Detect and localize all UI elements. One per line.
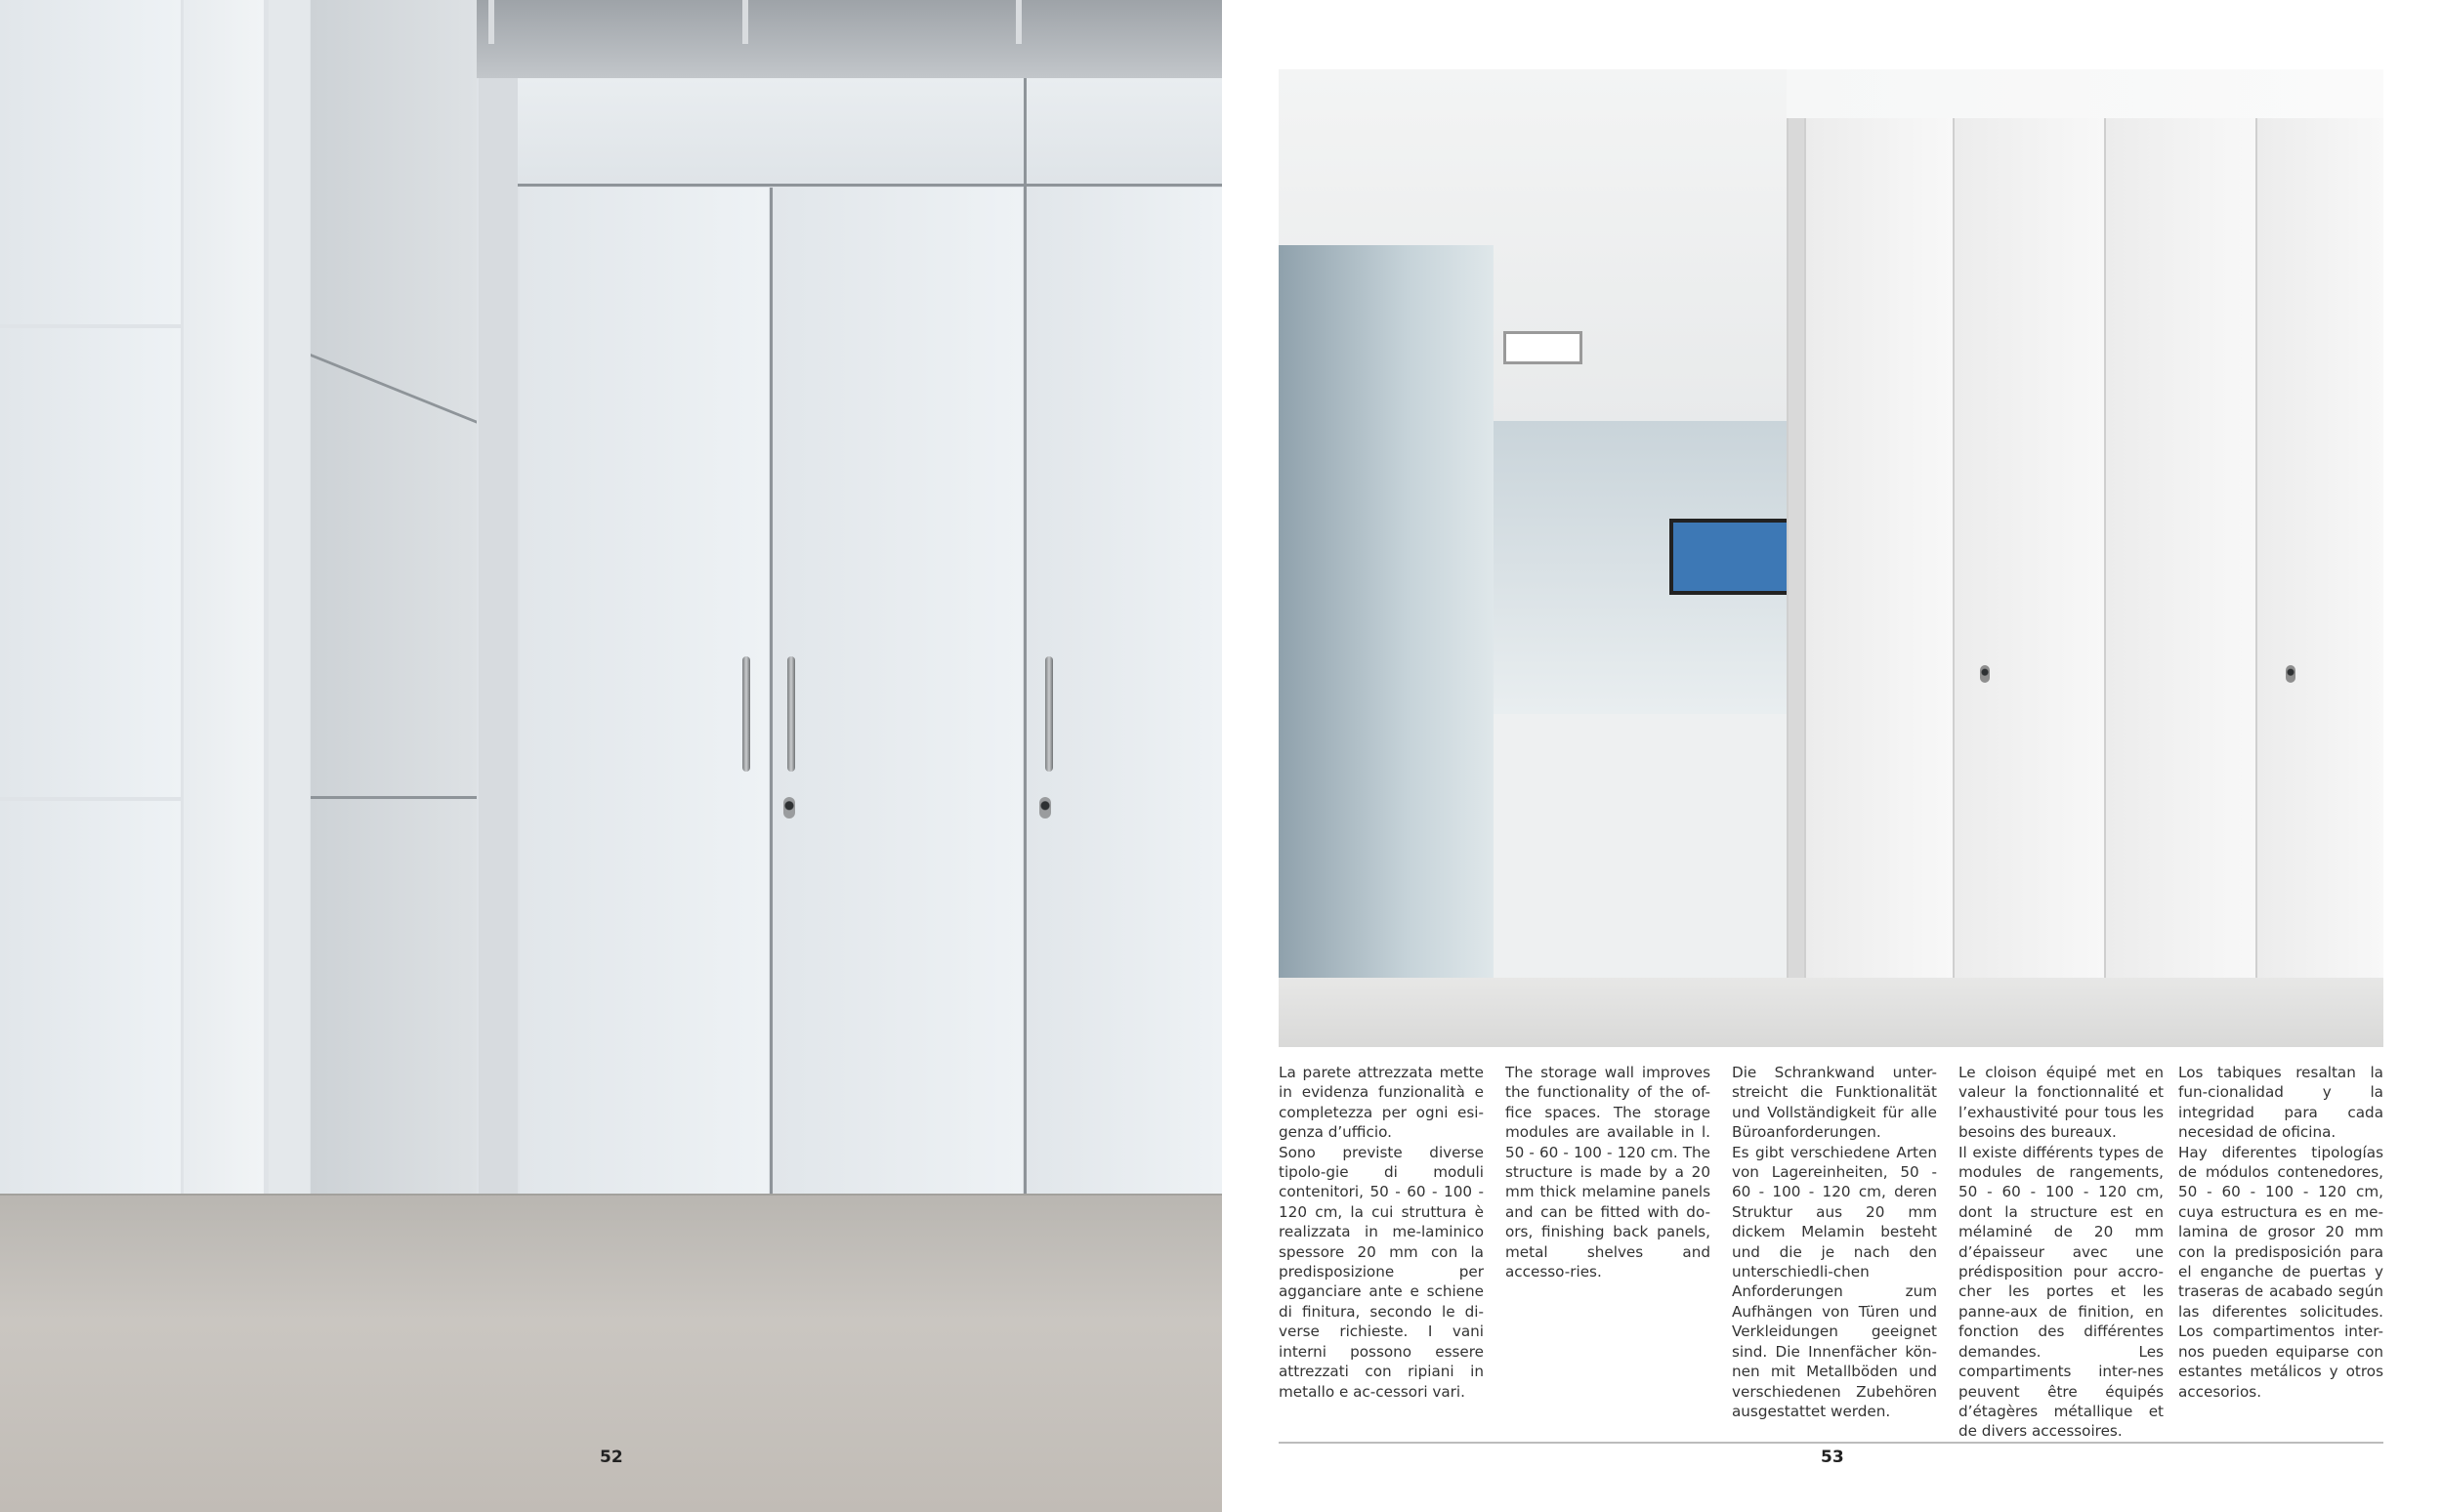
ceiling-rib	[488, 0, 494, 44]
column-italian	[1279, 1063, 1484, 1402]
door-seam	[770, 188, 773, 1194]
storage-door	[2104, 118, 2257, 997]
right-page-photo	[1279, 69, 2383, 1047]
paragraph: Die Schrankwand unter-streicht die Funktionalität und Vollständigkeit für alle Büroanforderungen.	[1732, 1064, 1937, 1142]
cabinet-top-fascia	[518, 78, 1222, 184]
floor	[1279, 978, 2383, 1047]
floor-line	[0, 1194, 1222, 1196]
paragraph: Los tabiques resaltan la fun-cionalidad y la integridad para cada necesidad de oficina.	[2178, 1064, 2383, 1142]
multilingual-text-columns	[1279, 1063, 2383, 1441]
paragraph: Hay diferentes tipologías de módulos contenedores, 50 - 60 - 100 - 120 cm, cuya estructura es en me-lamina de grosor 20 mm con la predisposición para el enganche de puertas y traseras de acabado según las diferentes solicitudes. Los compartimentos inter-nos pueden equiparse con estantes metálicos y otros accesorios.	[2178, 1143, 2383, 1401]
panel-seam	[518, 184, 1222, 187]
storage-door	[1953, 118, 2106, 997]
column-spanish	[2178, 1063, 2383, 1402]
paragraph: La parete attrezzata mette in evidenza funzionalità e completezza per ogni esi-genza d’ufficio.	[1279, 1064, 1484, 1142]
door-handle-icon	[787, 656, 795, 772]
glass-partition	[1279, 245, 1494, 987]
cabinet-door	[774, 188, 1023, 1194]
column-german	[1732, 1063, 1937, 1421]
cabinet-door	[1028, 188, 1222, 1194]
paragraph: The storage wall improves the functionality of the of-fice spaces. The storage modules are available in l. 50 - 60 - 100 - 120 cm. The structure is made by a 20 mm thick melamine panels and can be fitted with do-ors, finishing back panels, metal shelves and accesso-ries.	[1505, 1064, 1710, 1281]
column-english	[1505, 1063, 1710, 1281]
storage-door	[1804, 118, 1955, 997]
ceiling-rib	[742, 0, 748, 44]
side-panel	[269, 0, 310, 1387]
column-french	[1958, 1063, 2164, 1442]
footer-rule	[1279, 1442, 2383, 1444]
paragraph: Sono previste diverse tipolo-gie di moduli contenitori, 50 - 60 - 100 - 120 cm, la cui struttura è realizzata in me-laminico spessore 20 mm con la predisposizione per agganciare ante e schiene di finitura, secondo le di-verse richieste. I vani interni possono essere attrezzati con ripiani in metallo e ac-cessori vari.	[1279, 1143, 1484, 1401]
ceiling-rib	[1016, 0, 1022, 44]
page-number-left: 52	[600, 1448, 623, 1467]
wall-panel	[0, 0, 181, 324]
door-seam	[1024, 78, 1027, 1194]
paragraph: Le cloison équipé met en valeur la fonctionnalité et l’exhaustivité pour tous les besoins des bureaux.	[1958, 1064, 2164, 1142]
lock-icon	[1039, 797, 1051, 819]
paragraph: Il existe différents types de modules de rangements, 50 - 60 - 100 - 120 cm, dont la structure est en mélaminé de 20 mm d’épaisseur avec une prédisposition pour accro-cher les portes et les panne-aux de finition, en fonction des différentes demandes. Les compartiments inter-nes peuvent être équipés d’étagères métallique et de divers accessoires.	[1958, 1143, 2164, 1441]
wall-panel	[0, 328, 181, 797]
paragraph: Es gibt verschiedene Arten von Lagereinheiten, 50 - 60 - 100 - 120 cm, deren Struktur aus 20 mm dickem Melamin besteht und die je nach den unterschiedli-chen Anforderungen zum Aufhängen von Türen und Verkleidungen geeignet sind. Die Innenfächer kön-nen mit Metallböden und verschiedenen Zubehören ausgestattet werden.	[1732, 1143, 1937, 1420]
cabinet-door	[520, 188, 769, 1194]
storage-wall-edge	[1787, 118, 1806, 997]
lock-icon	[783, 797, 795, 819]
column	[479, 78, 518, 1201]
lock-icon	[2286, 665, 2295, 683]
lock-icon	[1980, 665, 1990, 683]
panel-seam	[311, 796, 477, 799]
storage-door	[2255, 118, 2383, 997]
page-number-right: 53	[1821, 1448, 1844, 1467]
ceiling-lamp-icon	[1503, 331, 1582, 364]
door-handle-icon	[742, 656, 750, 772]
door-handle-icon	[1045, 656, 1053, 772]
angled-cabinet-side	[311, 0, 477, 1338]
ceiling	[430, 0, 1222, 78]
